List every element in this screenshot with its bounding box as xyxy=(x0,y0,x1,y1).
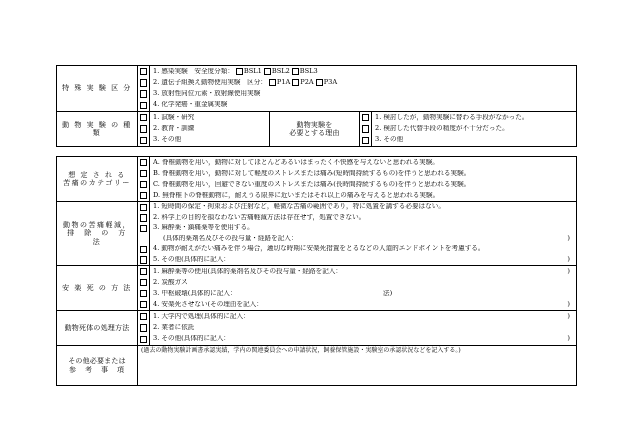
category-3-checkbox[interactable] xyxy=(140,90,148,98)
category-2-checkbox[interactable] xyxy=(140,79,148,87)
reason-item-2: 2. 検討した代替手段の精度が不十分だった。 xyxy=(375,125,509,133)
p1a-checkbox[interactable] xyxy=(269,79,276,86)
category-item-recombinant: 2. 遺伝子組換え動物使用実験 区分： P1A P2A P3A xyxy=(153,78,338,86)
reason-1-checkbox[interactable] xyxy=(362,114,370,122)
reason-label: 動物実験を 必要とする理由 xyxy=(270,112,360,147)
relief-3-checkbox[interactable] xyxy=(140,225,148,233)
euth-2-checkbox[interactable] xyxy=(140,279,148,287)
pain-b-checkbox[interactable] xyxy=(140,170,148,178)
relief-2-checkbox[interactable] xyxy=(140,214,148,222)
euth-item-4[interactable]: 4. 安楽死させない(その理由を記入： ) xyxy=(153,300,570,308)
other-notes-field[interactable] xyxy=(138,346,577,386)
bsl2-checkbox[interactable] xyxy=(264,68,271,75)
carcass-item-2: 2. 業者に依託 xyxy=(153,324,195,332)
type-item-other: 3. その他 xyxy=(153,136,182,144)
pain-item-d: D. 無脊椎下の脊椎動物に，耐えうる限界に近いまたはそれ以上の痛みを与えると思われる実験。 xyxy=(153,191,440,199)
pain-relief-label: 動物の苦痛軽減， 排 除 の 方 法 xyxy=(57,202,138,266)
type-2-checkbox[interactable] xyxy=(140,125,148,133)
relief-item-5[interactable]: 5. その他(具体的に記入： ) xyxy=(153,255,570,263)
euth-item-3[interactable]: 3. 中枢破壊(具体的に記入： 法) xyxy=(153,289,393,297)
relief-item-3-detail[interactable]: (具体的薬剤名及びその投与量・経路を記入： ) xyxy=(163,234,570,242)
category-1-checkbox[interactable] xyxy=(140,68,148,76)
euth-item-2: 2. 炭酸ガス xyxy=(153,278,188,286)
bsl1-checkbox[interactable] xyxy=(236,68,243,75)
euth-4-checkbox[interactable] xyxy=(140,301,148,309)
reason-item-3: 3. その他 xyxy=(375,136,404,144)
reason-3-checkbox[interactable] xyxy=(362,137,370,145)
carcass-label: 動物死体の処理方法 xyxy=(57,311,138,346)
pain-a-checkbox[interactable] xyxy=(140,159,148,167)
type-3-checkbox[interactable] xyxy=(140,137,148,145)
relief-item-1: 1. 短時間の保定・拘束および注射など，軽微な苦痛の範囲であり，特に処置を講ずる必要はない。 xyxy=(153,203,445,211)
experiment-type-label: 動 物 実 験 の 種 類 xyxy=(57,112,138,147)
relief-item-3: 3. 麻酔薬・鎮痛薬等を使用する。 xyxy=(153,224,254,232)
carcass-3-checkbox[interactable] xyxy=(140,336,148,344)
relief-item-4: 4. 動物が耐えがたい痛みを伴う場合，適切な時期に安楽死措置をとるなどの人道的エンドポイントを考慮する。 xyxy=(153,245,485,253)
carcass-2-checkbox[interactable] xyxy=(140,324,148,332)
other-notes-label: その他必要または 参 考 事 項 xyxy=(57,346,138,386)
relief-item-2: 2. 科学上の目的を損なわない苦痛軽減方法は存在せず，処置できない。 xyxy=(153,213,366,221)
type-item-research: 1. 試験・研究 xyxy=(153,113,195,121)
category-item-radio: 3. 放射性同位元素・放射線使用実験 xyxy=(153,90,261,98)
category-item-chemical: 4. 化学発癌・重金属実験 xyxy=(153,101,228,109)
relief-4-checkbox[interactable] xyxy=(140,246,148,254)
bsl3-checkbox[interactable] xyxy=(292,68,299,75)
pain-item-c: C. 脊椎動物を用い，回避できない重度のストレスまたは痛み(長時間持続するもの)を伴うと思われる実験。 xyxy=(153,180,471,188)
type-1-checkbox[interactable] xyxy=(140,114,148,122)
p3a-checkbox[interactable] xyxy=(316,79,323,86)
category-item-infection: 1. 感染実験 安全度分類： BSL1 BSL2 BSL3 xyxy=(153,67,318,75)
euth-3-checkbox[interactable] xyxy=(140,290,148,298)
pain-management-table xyxy=(56,156,577,386)
relief-1-checkbox[interactable] xyxy=(140,204,148,212)
reason-2-checkbox[interactable] xyxy=(362,125,370,133)
carcass-item-3[interactable]: 3. その他(具体的に記入： ) xyxy=(153,335,570,343)
special-experiment-label: 特 殊 実 験 区 分 xyxy=(57,66,138,112)
pain-c-checkbox[interactable] xyxy=(140,181,148,189)
carcass-item-1[interactable]: 1. 大学内で処理(具体的に記入： ) xyxy=(153,312,570,320)
pain-item-a: A. 脊椎動物を用い，動物に対してほとんどあるいはまったく不快感を与えないと思われる実験。 xyxy=(153,158,439,166)
euth-1-checkbox[interactable] xyxy=(140,268,148,276)
euthanasia-label: 安 楽 死 の 方 法 xyxy=(57,266,138,311)
category-4-checkbox[interactable] xyxy=(140,102,148,110)
experiment-category-table xyxy=(56,65,577,147)
relief-5-checkbox[interactable] xyxy=(140,256,148,264)
euth-item-1[interactable]: 1. 麻酔薬等の使用(具体的薬剤名及びその投与量・経路を記入： ) xyxy=(153,267,570,275)
reason-item-1: 1. 検討したが，動物実験に替わる手段がなかった。 xyxy=(375,113,529,121)
pain-d-checkbox[interactable] xyxy=(140,192,148,200)
p2a-checkbox[interactable] xyxy=(292,79,299,86)
type-item-education: 2. 教育・訓練 xyxy=(153,125,195,133)
pain-item-b: B. 脊椎動物を用い，動物に対して軽度のストレスまたは痛み(短時間持続するもの)を伴うと思われる実験。 xyxy=(153,169,471,177)
other-notes-instruction: (過去の動物実験計画書承認実績，学内の関連委員会への申請状況，飼養保管施設・実験室の承認状況などを記入する。) xyxy=(141,347,461,354)
pain-category-label: 想 定 さ れ る 苦痛のカテゴリー xyxy=(57,157,138,202)
carcass-1-checkbox[interactable] xyxy=(140,313,148,321)
